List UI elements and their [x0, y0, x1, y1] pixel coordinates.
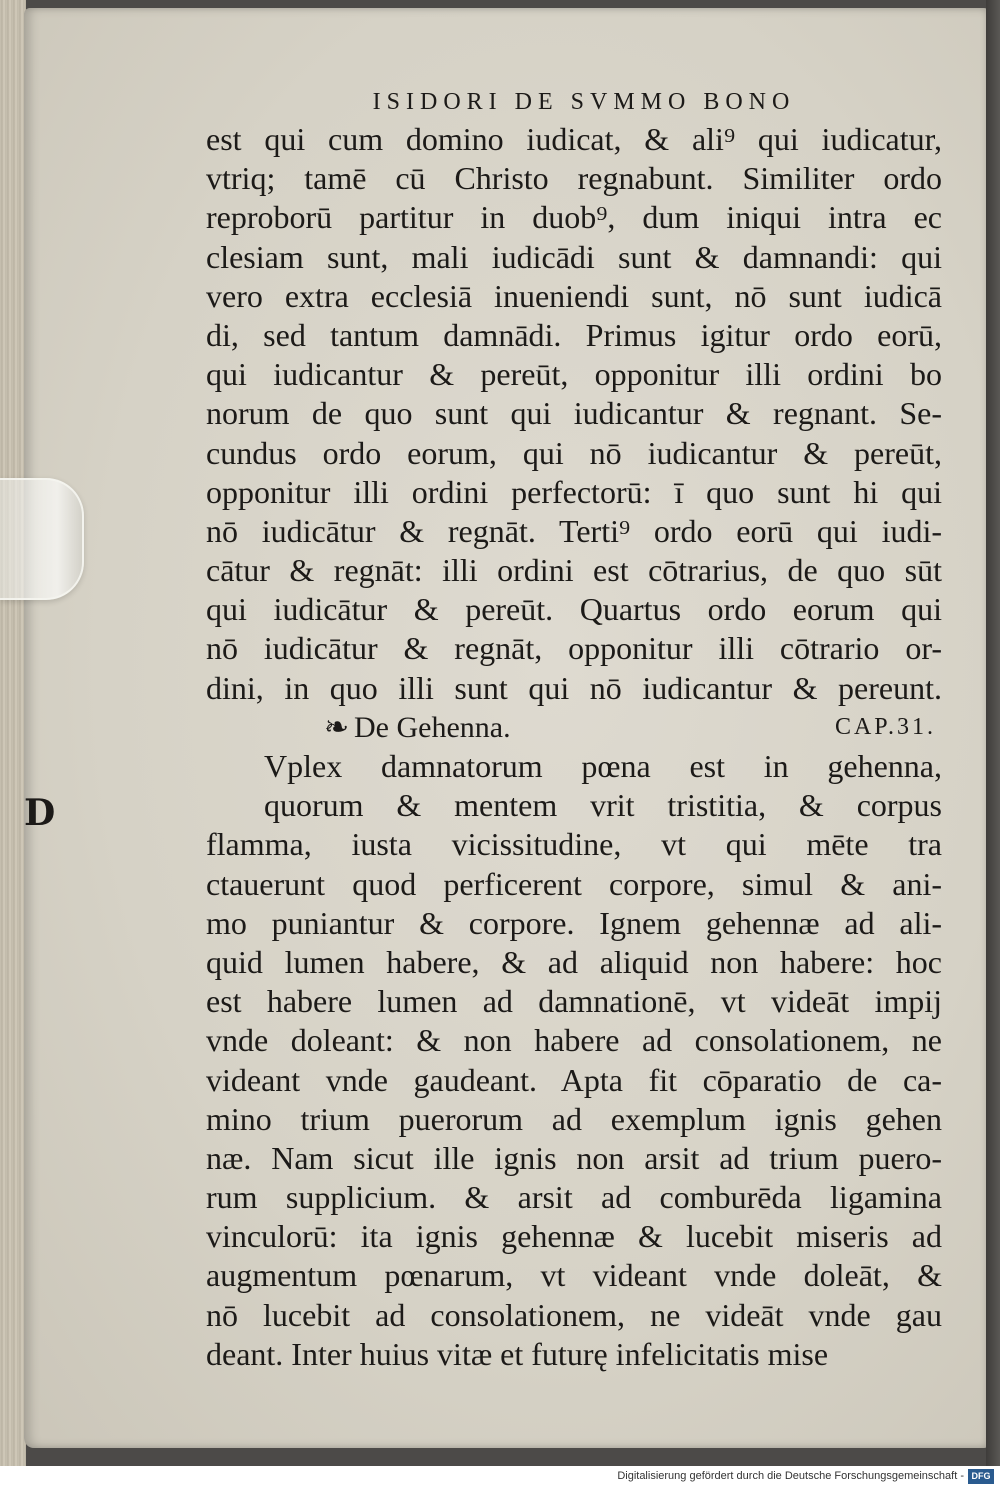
text-line: Vplex damnatorum pœna est in gehenna,	[264, 748, 942, 784]
text-line: næ. Nam sicut ille ignis non arsit ad trium puero-	[206, 1139, 942, 1176]
text-line: nō lucebit ad consolationem, ne videāt vnde gau	[206, 1296, 942, 1333]
text-line: dini, in quo illi sunt qui nō iudicantur & pereunt.	[206, 669, 942, 706]
text-line: ctauerunt quod perficerent corpore, simul & ani-	[206, 865, 942, 902]
top-paragraph	[206, 120, 942, 708]
text-line: vinculorū: ita ignis gehennæ & lucebit miseris ad	[206, 1218, 942, 1255]
text-line: qui iudicantur & pereūt, opponitur illi ordini bo	[206, 356, 942, 393]
fleuron-icon: ❧	[324, 710, 350, 744]
running-head: ISIDORI DE SVMMO BONO	[372, 89, 796, 115]
footer-bar	[0, 1466, 1000, 1488]
text-line: augmentum pœnarum, vt videant vnde doleāt, &	[206, 1257, 942, 1294]
text-line: vnde doleant: & non habere ad consolationem, ne	[206, 1022, 942, 1059]
text-line: deant. Inter huius vitæ et futurę infelicitatis mise	[206, 1335, 829, 1372]
text-line: qui iudicātur & pereūt. Quartus ordo eorum qui	[206, 591, 942, 628]
text-line: di, sed tantum damnādi. Primus igitur ordo eorū,	[206, 316, 942, 353]
text-line: cundus ordo eorum, qui nō iudicantur & pereūt,	[206, 434, 942, 471]
text-line: videant vnde gaudeant. Apta fit cōparatio de ca-	[206, 1061, 942, 1098]
text-line: opponitur illi ordini perfectorū: ī quo sunt hi qui	[206, 473, 942, 510]
text-line: vero extra ecclesiā inueniendi sunt, nō sunt iudicā	[206, 277, 942, 314]
text-line: vtriq; tamē cū Christo regnabunt. Similiter ordo	[206, 160, 942, 197]
book-page-edges	[0, 0, 26, 1466]
text-line: quorum & mentem vrit tristitia, & corpus	[264, 787, 942, 824]
text-line: cātur & regnāt: illi ordini est cōtrarius, de quo sūt	[206, 552, 942, 589]
chapter-heading	[206, 708, 942, 747]
text-line: nō iudicātur & regnāt. Terti⁹ ordo eorū qui iudi-	[206, 512, 942, 549]
text-line: est qui cum domino iudicat, & ali⁹ qui iudicatur,	[206, 121, 942, 157]
drop-initial: D	[24, 792, 56, 834]
dfg-logo-icon: DFG	[968, 1469, 994, 1484]
book-clip	[0, 478, 84, 600]
text-block	[206, 84, 942, 1374]
book-right-edge	[986, 0, 1000, 1466]
text-line: rum supplicium. & arsit ad comburēda ligamina	[206, 1179, 942, 1216]
text-line: reproborū partitur in duob⁹, dum iniqui intra ec	[206, 199, 942, 236]
chapter-title: De Gehenna.	[354, 710, 511, 744]
text-line: clesiam sunt, mali iudicādi sunt & damnandi: qui	[206, 238, 942, 275]
text-line: nō iudicātur & regnāt, opponitur illi cōtrario or-	[206, 630, 942, 667]
text-line: mino trium puerorum ad exemplum ignis gehen	[206, 1100, 942, 1137]
bottom-paragraph	[206, 747, 942, 1374]
text-line: flamma, iusta vicissitudine, vt qui mēte tra	[206, 826, 942, 863]
text-line: quid lumen habere, & ad aliquid non habere: hoc	[206, 943, 942, 980]
text-line: mo puniantur & corpore. Ignem gehennæ ad ali-	[206, 904, 942, 941]
text-line: est habere lumen ad damnationē, vt videāt impij	[206, 983, 942, 1020]
text-line: norum de quo sunt qui iudicantur & regnant. Se-	[206, 395, 942, 432]
chapter-number: CAP.31.	[834, 713, 936, 740]
funding-notice: Digitalisierung gefördert durch die Deutsche Forschungsgemeinschaft -	[617, 1470, 964, 1482]
